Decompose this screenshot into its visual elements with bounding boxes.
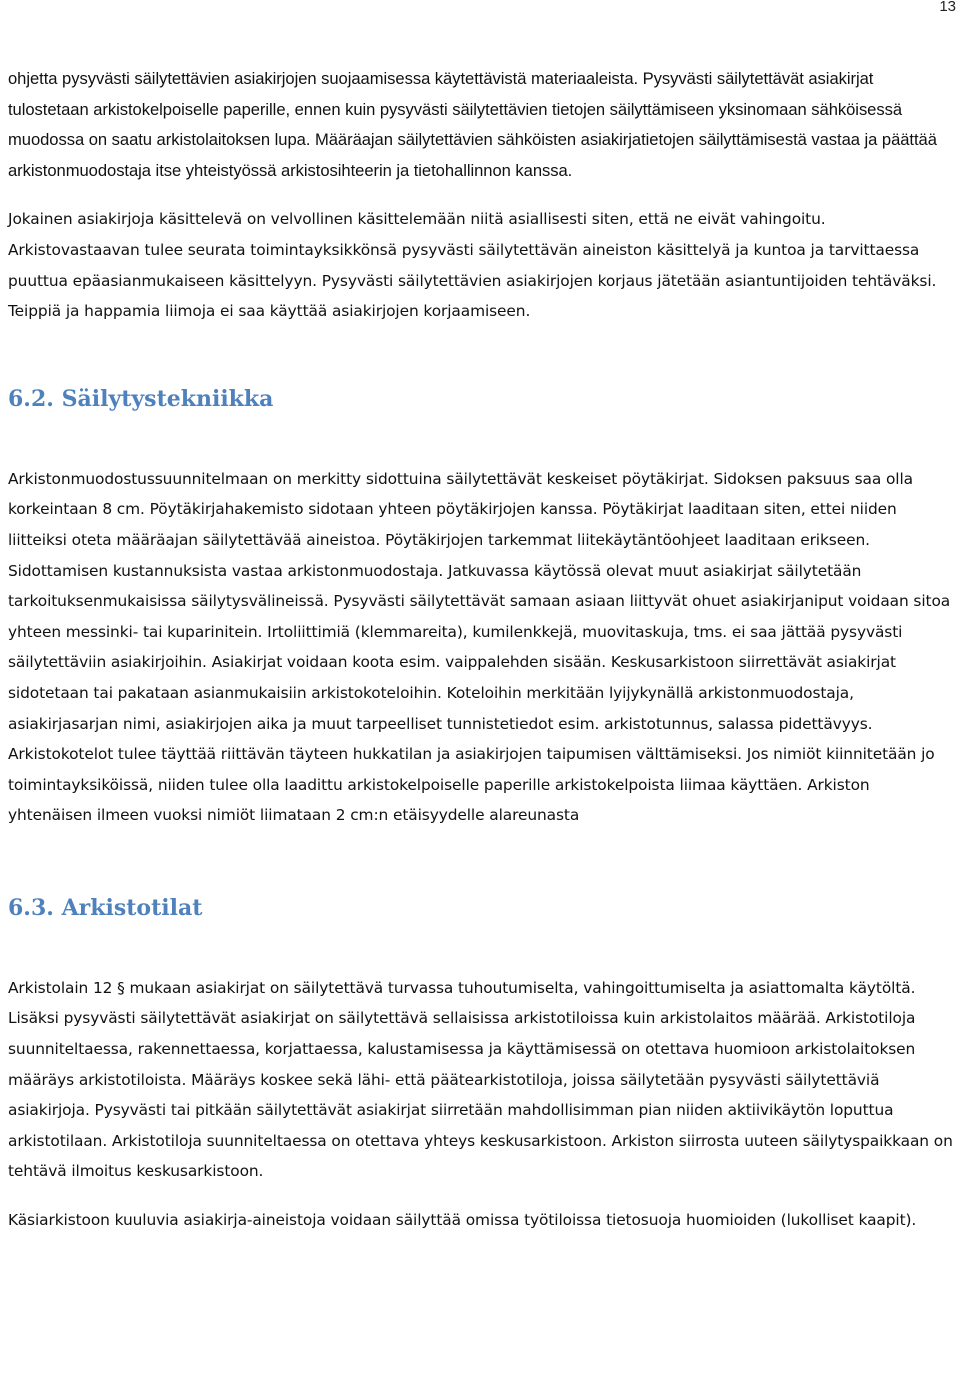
section-heading-6-2: 6.2. Säilytystekniikka [8,385,274,412]
section-6-2-paragraph: Arkistonmuodostussuunnitelmaan on merkitty sidottuina säilytettävät keskeiset pöytäkirjat. Sidoksen paksuus saa olla korkeintaan 8 cm. Pöytäkirjahakemisto sidotaan yhteen pöytäkirjojen kanssa. Pöytäkirjat laaditaan siten, ettei niiden liitteiksi oteta määräajan säilytettävää aineistoa. Pöytäkirjojen tarkemmat liitekäytäntöohjeet laaditaan erikseen. Sidottamisen kustannuksista vastaa arkistonmuodostaja. Jatkuvassa käytössä olevat muut asiakirjat säilytetään tarkoituksenmukaisissa säilytysvälineissä. Pysyvästi säilytettävät samaan asiaan liittyvät ohuet asiakirjaniput voidaan sitoa yhteen messinki- tai kuparinitein. Irtoliittimiä (klemmareita), kumilenkkejä, muovitaskuja, tms. ei saa jättää pysyvästi säilytettäviin asiakirjoihin. Asiakirjat voidaan koota esim. vaippalehden sisään. Keskusarkistoon siirrettävät asiakirjat sidotetaan tai pakataan asianmukaisiin arkistokoteloihin. Koteloihin merkitään lyijykynällä arkistonmuodostaja, asiakirjasarjan nimi, asiakirjojen aika ja muut tarpeelliset tunnistetiedot esim. arkistotunnus, salassa pidettävyys. Arkistokotelot tulee täyttää riittävän täyteen hukkatilan ja asiakirjojen taipumisen välttämiseksi. Jos nimiöt kiinnitetään jo toimintayksiköissä, niiden tulee olla laadittu arkistokelpoiselle paperille arkistokelpoista liimaa käyttäen. Arkiston yhtenäisen ilmeen vuoksi nimiöt liimataan 2 cm:n etäisyydelle alareunasta [8,469,951,825]
section-6-3-paragraph-1: Arkistolain 12 § mukaan asiakirjat on säilytettävä turvassa tuhoutumiselta, vahingoittumiselta ja asiattomalta käytöltä. Lisäksi pysyvästi säilytettävät asiakirjat on säilytettävä sellaisissa arkistotiloissa kuin arkistolaitos määrää. Arkistotiloja suunniteltaessa, rakennettaessa, korjattaessa, kalustamisessa ja käyttämisessä on otettava huomioon arkistolaitoksen määräys arkistotiloista. Määräys koskee sekä lähi- että päätearkistotiloja, joissa säilytetään pysyvästi säilytettäviä asiakirjoja. Pysyvästi tai pitkään säilytettävät asiakirjat siirretään mahdollisimman pian niiden aktiivikäytön loputtua arkistotilaan. Arkistotiloja suunniteltaessa on otettava yhteys keskusarkistoon. Arkiston siirrosta uuteen säilytyspaikkaan on tehtävä ilmoitus keskusarkistoon. [8,978,953,1181]
intro-paragraph-2: Jokainen asiakirjoja käsittelevä on velvollinen käsittelemään niitä asiallisesti siten, että ne eivät vahingoitu. Arkistovastaavan tulee seurata toimintayksikkönsä pysyvästi säilytettävän aineiston käsittelyä ja kuntoa ja tarvittaessa puuttua epäasianmukaiseen käsittelyyn. Pysyvästi säilytettävien asiakirjojen korjaus jätetään asiantuntijoiden tehtäväksi. Teippiä ja happamia liimoja ei saa käyttää asiakirjojen korjaamiseen. [8,210,937,321]
document-body [8,64,956,1236]
page-number: 13 [939,0,956,15]
section-heading-6-3: 6.3. Arkistotilat [8,894,203,921]
section-6-3-paragraph-2: Käsiarkistoon kuuluvia asiakirja-aineistoja voidaan säilyttää omissa työtiloissa tietosuoja huomioiden (lukolliset kaapit). [8,1211,917,1230]
intro-paragraph-1: ohjetta pysyvästi säilytettävien asiakirjojen suojaamisessa käytettävistä materiaaleista. Pysyvästi säilytettävät asiakirjat tulostetaan arkistokelpoiselle paperille, ennen kuin pysyvästi säilytettävien tietojen säilyttämiseen yksinomaan sähköisessä muodossa on saatu arkistolaitoksen lupa. Määräajan säilytettävien sähköisten asiakirjatietojen säilyttämisestä vastaa ja päättää arkistonmuodostaja itse yhteistyössä arkistosihteerin ja tietohallinnon kanssa. [8,69,937,180]
